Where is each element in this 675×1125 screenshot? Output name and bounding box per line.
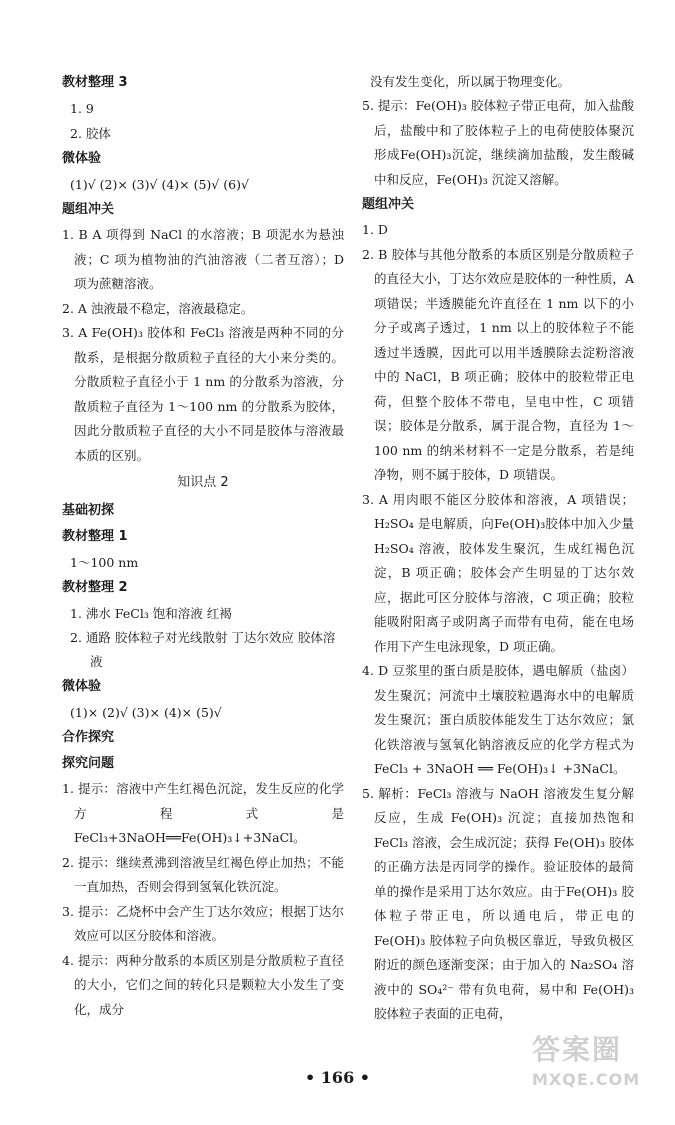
section-heading: 合作探究 bbox=[62, 730, 115, 745]
watermark-logo bbox=[532, 1028, 672, 1122]
section-heading: 教材整理 1 bbox=[62, 529, 128, 544]
answer-line: 1. 沸水 FeCl₃ 饱和溶液 红褐 bbox=[70, 606, 232, 621]
answer-item: 2. 提示：继续煮沸到溶液呈红褐色停止加热；不能一直加热，否则会得到氢氧化铁沉淀。 bbox=[62, 854, 344, 894]
answer-line: 2. 胶体 bbox=[70, 126, 111, 141]
right-column bbox=[362, 70, 634, 1027]
answer-item: 2. B 胶体与其他分散系的本质区别是分散质粒子的直径大小，丁达尔效应是胶体的一种性质，A 项错误；半透膜能允许直径在 1 nm 以下的小分子或离子透过，1 nm 以上的胶体粒子不能透过半透膜，因此可以用半透膜除去淀粉溶液中的 NaCl，B 项正确；胶体中的胶粒带正电荷，但整个胶体不带电，呈电中性，C 项错误；胶体是分散系，属于混合物，直径为 1～100 nm 的纳米材料不一定是分散系，若是纯净物，则不属于胶体，D 项错误。 bbox=[362, 246, 634, 482]
section-heading: 探究问题 bbox=[62, 756, 115, 771]
answer-item: 3. 提示：乙烧杯中会产生丁达尔效应；根据丁达尔效应可以区分胶体和溶液。 bbox=[62, 903, 344, 943]
section-heading: 微体验 bbox=[62, 151, 102, 166]
answer-line: 2. 通路 胶体粒子对光线散射 丁达尔效应 胶体溶液 bbox=[70, 630, 336, 669]
answer-item: 5. 提示：Fe(OH)₃ 胶体粒子带正电荷，加入盐酸后，盐酸中和了胶体粒子上的电荷使胶体聚沉形成Fe(OH)₃沉淀，继续滴加盐酸，发生酸碱中和反应，Fe(OH)₃ 沉淀又溶解。 bbox=[362, 98, 634, 187]
answer-item: 5. 解析：FeCl₃ 溶液与 NaOH 溶液发生复分解反应，生成 Fe(OH)₃ 沉淀；直接加热饱和 FeCl₃ 溶液，会生成沉淀；获得 Fe(OH)₃ 胶体的正确方法是丙同学的操作。验证胶体的最简单的操作是采用丁达尔效应。由于Fe(OH)₃ 胶体粒子带正电，所以通电后，带正电的Fe(OH)₃ 胶体粒子向负极区靠近，导致负极区附近的颜色逐渐变深；由于加入的 Na₂SO₄ 溶液中的 SO₄²⁻ 带有负电荷，易中和 Fe(OH)₃ 胶体粒子表面的正电荷， bbox=[362, 785, 634, 1021]
watermark-url: MXQE.COM bbox=[532, 1070, 641, 1089]
answer-item: 4. D 豆浆里的蛋白质是胶体，遇电解质（盐卤）发生聚沉；河流中土壤胶粒遇海水中的电解质发生聚沉；蛋白质胶体能发生丁达尔效应；氯化铁溶液与氢氧化钠溶液反应的化学方程式为 FeCl₃ + 3NaOH ══ Fe(OH)₃↓ +3NaCl。 bbox=[362, 663, 634, 776]
knowledge-point-title: 知识点 2 bbox=[177, 475, 229, 490]
section-heading: 题组冲关 bbox=[362, 197, 415, 212]
answer-item: 1. B A 项得到 NaCl 的水溶液；B 项泥水为悬浊液；C 项为植物油的汽油溶液（二者互溶）；D 项为蔗糖溶液。 bbox=[62, 227, 344, 291]
answer-item: 1. 提示：溶液中产生红褐色沉淀，发生反应的化学方程式是FeCl₃+3NaOH══Fe(OH)₃↓+3NaCl。 bbox=[62, 781, 344, 845]
page-number: • 166 • bbox=[305, 1068, 370, 1087]
answer-item: 3. A Fe(OH)₃ 胶体和 FeCl₃ 溶液是两种不同的分散系，是根据分散质粒子直径的大小来分类的。分散质粒子直径小于 1 nm 的分散系为溶液，分散质粒子直径为 1～100 nm 的分散系为胶体，因此分散质粒子直径的大小不同是胶体与溶液最本质的区别。 bbox=[62, 325, 344, 463]
answer-line: (1)√ (2)× (3)√ (4)× (5)√ (6)√ bbox=[70, 177, 249, 192]
section-heading: 教材整理 3 bbox=[62, 75, 128, 90]
answer-item: 2. A 浊液最不稳定，溶液最稳定。 bbox=[62, 300, 254, 316]
answer-item: 3. A 用肉眼不能区分胶体和溶液，A 项错误；H₂SO₄ 是电解质，向Fe(OH)₃胶体中加入少量 H₂SO₄ 溶液，胶体发生聚沉，生成红褐色沉淀，B 项正确；胶体会产生明显的丁达尔效应，据此可区分胶体与溶液，C 项正确；胶粒能吸附阳离子或阴离子而带有电荷，能在电场作用下产生电泳现象，D 项正确。 bbox=[362, 491, 634, 654]
section-heading: 教材整理 2 bbox=[62, 580, 128, 595]
answer-line: (1)× (2)√ (3)× (4)× (5)√ bbox=[70, 705, 222, 720]
section-heading: 题组冲关 bbox=[62, 202, 115, 217]
answer-line: 1. 9 bbox=[70, 101, 94, 116]
watermark-text: 答案圈 bbox=[532, 1033, 623, 1066]
answer-item: 1. D bbox=[362, 222, 388, 237]
answer-item: 4. 提示：两种分散系的本质区别是分散质粒子直径的大小，它们之间的转化只是颗粒大小发生了变化，成分 bbox=[62, 952, 344, 1017]
section-heading: 微体验 bbox=[62, 679, 102, 694]
left-column bbox=[62, 70, 344, 1022]
answer-line: 1～100 nm bbox=[70, 555, 139, 570]
section-heading: 基础初探 bbox=[62, 503, 115, 518]
continued-text: 没有发生变化，所以属于物理变化。 bbox=[370, 74, 571, 89]
